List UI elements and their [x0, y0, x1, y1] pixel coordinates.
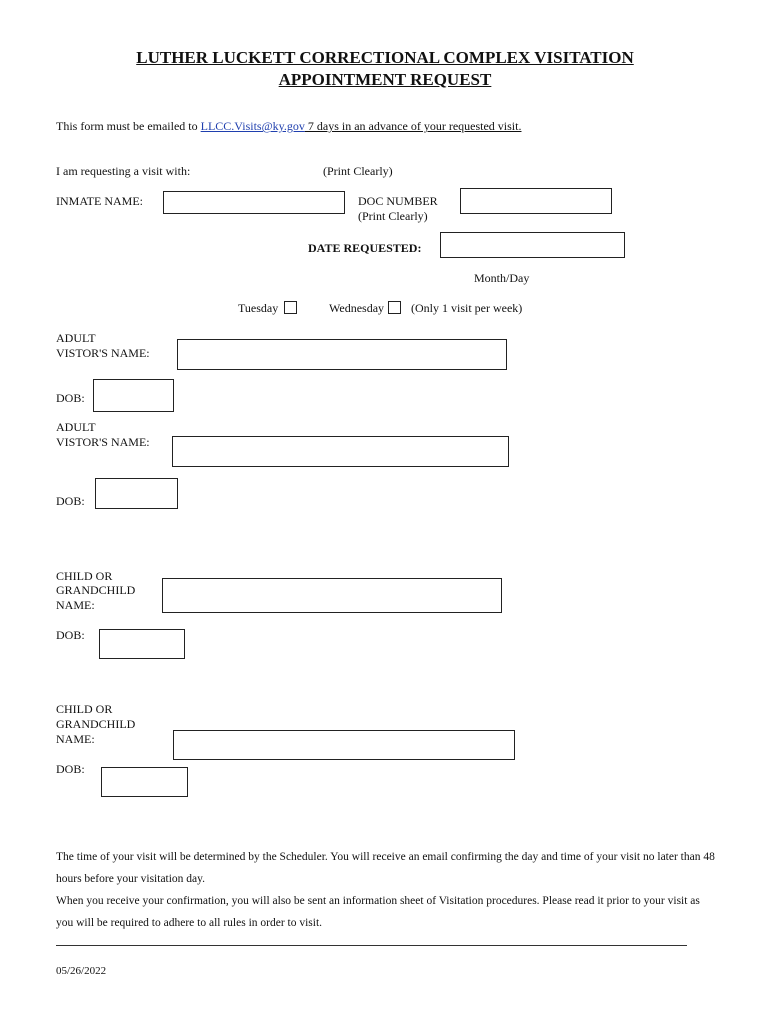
form-revision-date: 05/26/2022 [56, 965, 107, 977]
one-visit-note: (Only 1 visit per week) [411, 301, 523, 315]
print-clearly-note: (Print Clearly) [323, 164, 393, 178]
adult-visitor-1-dob-field[interactable] [93, 379, 174, 412]
tuesday-option [238, 301, 297, 315]
intro-suffix: 7 days in an advance of your requested visit. [304, 119, 522, 133]
doc-number-field[interactable] [460, 188, 612, 214]
child-1-label-line-1: CHILD OR [56, 569, 113, 583]
adult-visitor-2-name-field[interactable] [172, 436, 509, 467]
confirmation-paragraph: When you receive your confirmation, you will also be sent an information sheet of Visitation procedures. Please read it prior to your visit as you will be required to adhere to all rules in order to visit. [56, 895, 700, 929]
date-requested-text: DATE REQUESTED [308, 241, 418, 255]
date-requested-label [308, 241, 421, 255]
adult-2-dob-label: DOB: [56, 494, 85, 508]
tuesday-checkbox[interactable] [284, 301, 297, 314]
wednesday-label: Wednesday [329, 301, 385, 315]
form-title-line-2: APPOINTMENT REQUEST [278, 70, 492, 89]
adult-1-dob-label: DOB: [56, 391, 85, 405]
request-line: I am requesting a visit with: [56, 164, 191, 178]
intro-line [56, 119, 521, 133]
child-2-label-line-2: GRANDCHILD [56, 717, 136, 731]
doc-print-clearly-note: (Print Clearly) [358, 209, 428, 223]
child-1-label-line-2: GRANDCHILD [56, 583, 136, 597]
child-2-label-line-3: NAME: [56, 732, 95, 746]
wednesday-option [329, 301, 401, 315]
intro-prefix: This form must be emailed to [56, 119, 201, 133]
email-link[interactable]: LLCC.Visits@ky.gov [200, 119, 305, 133]
adult-2-label-line-1: ADULT [56, 420, 96, 434]
doc-number-label: DOC NUMBER [358, 194, 438, 208]
adult-1-label-line-1: ADULT [56, 331, 96, 345]
form-title-line-1: LUTHER LUCKETT CORRECTIONAL COMPLEX VISITATION [136, 48, 634, 67]
date-requested-colon: : [417, 241, 422, 255]
adult-visitor-1-name-field[interactable] [177, 339, 507, 370]
scheduler-paragraph: The time of your visit will be determined by the Scheduler. You will receive an email confirming the day and time of your visit no later than 48 hours before your visitation day. [56, 851, 715, 885]
child-2-label-line-1: CHILD OR [56, 702, 113, 716]
month-day-hint: Month/Day [474, 271, 530, 285]
wednesday-checkbox[interactable] [388, 301, 401, 314]
child-2-dob-label: DOB: [56, 762, 85, 776]
child-1-dob-field[interactable] [99, 629, 185, 659]
child-1-label-line-3: NAME: [56, 598, 95, 612]
child-2-name-field[interactable] [173, 730, 515, 760]
tuesday-label: Tuesday [238, 301, 279, 315]
child-1-name-field[interactable] [162, 578, 502, 613]
date-requested-field[interactable] [440, 232, 625, 258]
child-2-dob-field[interactable] [101, 767, 188, 797]
inmate-name-field[interactable] [163, 191, 345, 214]
adult-2-label-line-2: VISTOR'S NAME: [56, 435, 150, 449]
adult-visitor-2-dob-field[interactable] [95, 478, 178, 509]
child-1-dob-label: DOB: [56, 628, 85, 642]
footer-divider [56, 945, 687, 946]
adult-1-label-line-2: VISTOR'S NAME: [56, 346, 150, 360]
inmate-name-label: INMATE NAME: [56, 194, 143, 208]
